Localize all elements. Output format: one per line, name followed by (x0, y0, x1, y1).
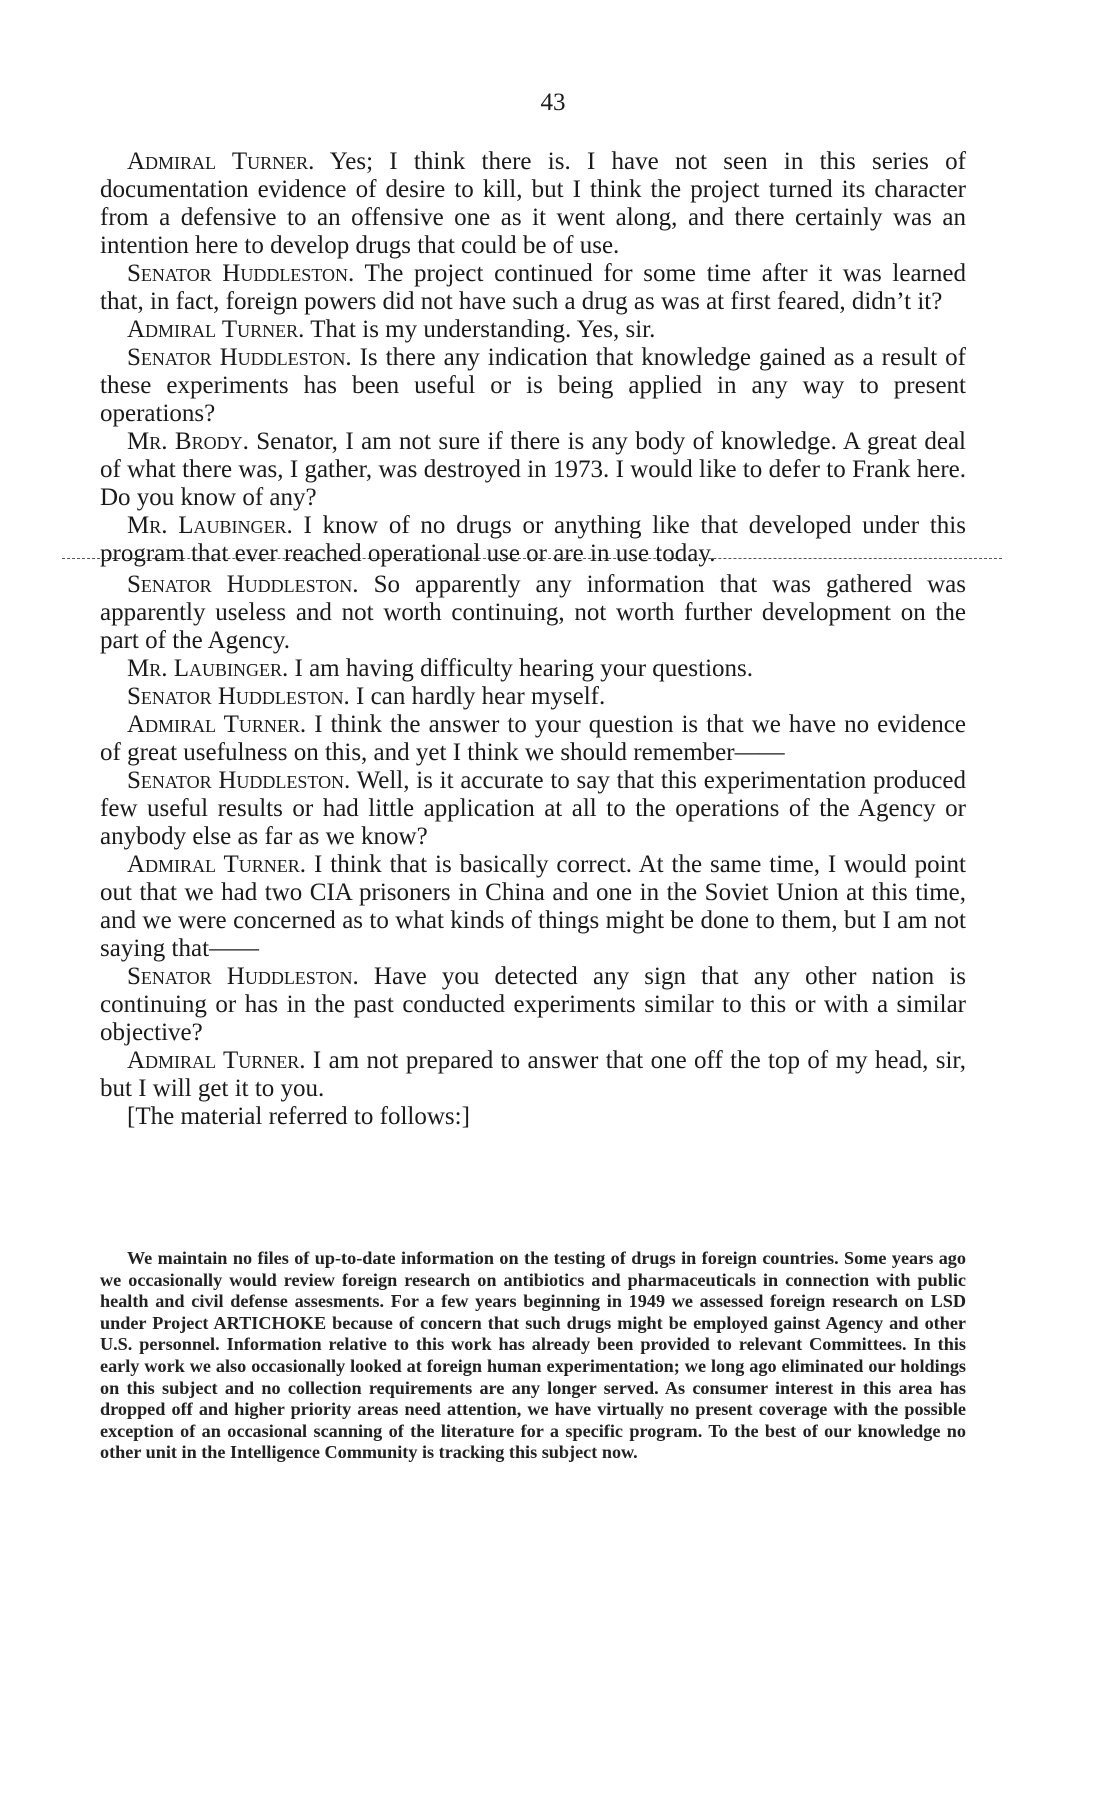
speaker-name: Senator Huddleston. (127, 260, 355, 287)
statement-text: I think that is basically correct. At the same time, I would point out that we had two CIA prisoners in China and one in the Soviet Union at this time, and we were concerned as to what kinds of things might be done to them, but I am not saying that—— (100, 851, 966, 962)
speaker-name: Senator Huddleston. (127, 963, 359, 990)
transcript-paragraph (100, 316, 966, 344)
speaker-name: Senator Huddleston. (127, 767, 351, 794)
speaker-name: Admiral Turner. (127, 711, 307, 738)
speaker-name: Admiral Turner. (127, 1047, 306, 1074)
statement-text: So apparently any information that was gathered was apparently useless and not worth continuing, not worth further development on the part of the Agency. (100, 571, 967, 654)
transcript-paragraph (100, 767, 966, 851)
statement-text: [The material referred to follows:] (127, 1103, 470, 1130)
transcript-paragraph (100, 851, 966, 963)
statement-text: That is my understanding. Yes, sir. (304, 316, 656, 343)
speaker-name: Admiral Turner. (127, 851, 307, 878)
hearing-transcript (100, 148, 966, 1131)
transcript-paragraph (100, 655, 966, 683)
statement-text: Senator, I am not sure if there is any body of knowledge. A great deal of what there was, I gather, was destroyed in 1973. I would like to defer to Frank here. Do you know of any? (100, 428, 966, 511)
statement-text: I know of no drugs or anything like that developed under this program that ever reached operational use or are in use today. (100, 512, 966, 567)
inserted-material-text: We maintain no files of up-to-date information on the testing of drugs in foreign countries. Some years ago we occasionally would review foreign research on antibiotics and pharmaceuticals in connection with public health and civil defense assesments. For a few years beginning in 1949 we assessed foreign research on LSD under Project ARTICHOKE because of concern that such drugs might be employed gainst Agency and other U.S. personnel. Information relative to this work has already been provided to relevant Committees. In this early work we also occasionally looked at foreign human experimentation; we long ago eliminated our holdings on this subject and no collection requirements are any longer served. As consumer interest in this area has dropped off and higher priority areas need attention, we have virtually no present coverage with the possible exception of an occasional scanning of the literature for a specific program. To the best of our knowledge no other unit in the Intelligence Community is tracking this subject now. (100, 1248, 966, 1463)
speaker-name: Admiral Turner. (127, 148, 315, 175)
statement-text: I am not prepared to answer that one off the top of my head, sir, but I will get it to you. (100, 1047, 966, 1102)
transcript-paragraph (100, 683, 966, 711)
page-number: 43 (540, 89, 566, 116)
insertion-note (100, 1103, 966, 1131)
statement-text: I can hardly hear myself. (349, 683, 606, 710)
transcript-paragraph (100, 428, 966, 512)
transcript-paragraph (100, 571, 966, 655)
inserted-material (100, 1248, 966, 1464)
transcript-paragraph (100, 963, 966, 1047)
transcript-paragraph (100, 1047, 966, 1103)
transcript-paragraph (100, 711, 966, 767)
statement-text: I am having difficulty hearing your questions. (288, 655, 753, 682)
speaker-name: Mr. Laubinger. (127, 655, 289, 682)
transcript-paragraph (100, 512, 966, 568)
speaker-name: Mr. Brody. (127, 428, 249, 455)
transcript-paragraph (100, 344, 966, 428)
statement-text: I think the answer to your question is that we have no evidence of great usefulness on this, and yet I think we should remember—— (100, 711, 966, 766)
statement-text: Is there any indication that knowledge gained as a result of these experiments has been useful or is being applied in any way to present operations? (100, 344, 967, 427)
statement-text: Have you detected any sign that any other nation is continuing or has in the past conducted experiments similar to this or with a similar objective? (100, 963, 966, 1046)
speaker-name: Mr. Laubinger. (127, 512, 293, 539)
speaker-name: Admiral Turner. (127, 316, 305, 343)
transcript-paragraph (100, 260, 966, 316)
statement-text: Yes; I think there is. I have not seen in this series of documentation evidence of desire to kill, but I think the project turned its character from a defensive to an offensive one as it went along, and there certainly was an intention here to develop drugs that could be of use. (100, 148, 966, 259)
speaker-name: Senator Huddleston. (127, 683, 350, 710)
statement-text: The project continued for some time after it was learned that, in fact, foreign powers did not have such a drug as was at first feared, didn’t it? (100, 260, 966, 315)
speaker-name: Senator Huddleston. (127, 344, 352, 371)
transcript-paragraph (100, 148, 966, 260)
speaker-name: Senator Huddleston. (127, 571, 359, 598)
statement-text: Well, is it accurate to say that this experimentation produced few useful results or had little application at all to the operations of the Agency or anybody else as far as we know? (100, 767, 966, 850)
